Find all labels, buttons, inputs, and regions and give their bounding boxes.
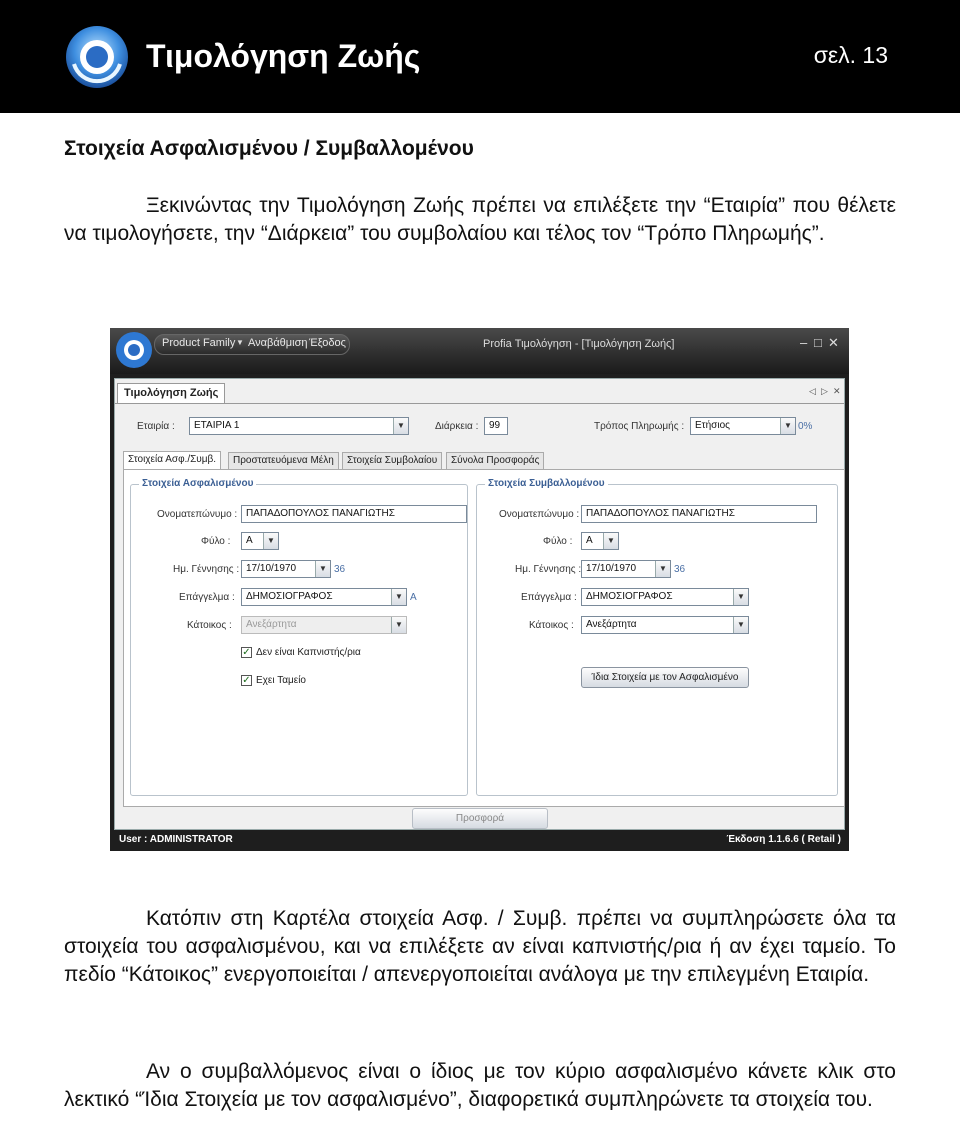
insured-gender-select[interactable] <box>241 532 279 550</box>
insured-job-class: Α <box>410 592 417 603</box>
tab-next-icon[interactable]: ▷ <box>821 386 828 396</box>
company-select[interactable] <box>189 417 409 435</box>
menu-product-family[interactable]: Product Family <box>162 337 236 349</box>
company-label: Εταιρία : <box>137 421 175 432</box>
same-as-insured-button[interactable]: Ίδια Στοιχεία με τον Ασφαλισμένο <box>581 667 749 688</box>
offer-button[interactable]: Προσφορά <box>412 808 548 829</box>
maximize-icon[interactable]: □ <box>814 335 822 350</box>
insured-job-value: ΔΗΜΟΣΙΟΓΡΑΦΟΣ <box>246 591 333 602</box>
app-orb-icon[interactable] <box>114 330 154 370</box>
close-icon[interactable]: ✕ <box>828 335 839 350</box>
blue-ring-logo-icon <box>64 24 130 90</box>
duration-input[interactable]: 99 <box>484 417 508 435</box>
tab-close-icon[interactable]: ✕ <box>833 386 841 396</box>
chevron-down-icon: ▼ <box>733 589 748 605</box>
insured-name-label: Ονοματεπώνυμο : <box>157 509 238 520</box>
payment-percent: 0% <box>798 421 813 432</box>
minimize-icon[interactable]: – <box>800 335 808 350</box>
chevron-down-icon: ▼ <box>733 617 748 633</box>
intro-paragraph <box>64 192 896 248</box>
smoker-checkbox-label[interactable]: Δεν είναι Καπνιστής/ρια <box>256 647 361 658</box>
contractor-job-value: ΔΗΜΟΣΙΟΓΡΑΦΟΣ <box>586 591 673 602</box>
chevron-down-icon: ▼ <box>391 617 406 633</box>
insured-name-input[interactable]: ΠΑΠΑΔΟΠΟΥΛΟΣ ΠΑΝΑΓΙΩΤΗΣ <box>241 505 467 523</box>
payment-value: Ετήσιος <box>695 420 730 431</box>
fund-checkbox-label[interactable]: Εχει Ταμείο <box>256 675 306 686</box>
tab-prev-icon[interactable]: ◁ <box>809 386 816 396</box>
insured-resident-label: Κάτοικος : <box>187 620 232 631</box>
tab-strip-divider <box>115 403 844 404</box>
insured-gender-label: Φύλο : <box>201 536 231 547</box>
contractor-group <box>476 478 838 796</box>
tab-insured-contractor[interactable]: Στοιχεία Ασφ./Συμβ. <box>123 451 221 470</box>
insured-dob-label: Ημ. Γέννησης : <box>173 564 240 575</box>
contractor-resident-value: Ανεξάρτητα <box>586 619 637 630</box>
contractor-dob-label: Ημ. Γέννησης : <box>515 564 582 575</box>
contractor-gender-value: Α <box>586 535 593 546</box>
menu-exit[interactable]: Έξοδος <box>309 337 346 349</box>
company-value: ΕΤΑΙΡΙΑ 1 <box>194 420 240 431</box>
insured-gender-value: Α <box>246 535 253 546</box>
chevron-down-icon: ▼ <box>263 533 278 549</box>
contractor-name-label: Ονοματεπώνυμο : <box>499 509 580 520</box>
insured-dob-picker[interactable] <box>241 560 331 578</box>
tab-instructions-text: Κατόπιν στη Καρτέλα στοιχεία Ασφ. / Συμβ. πρέπει να συμπληρώσετε όλα τα στοιχεία του ασφαλισμένου, και να επιλέξετε αν είναι καπνιστής/ρια ή αν έχει ταμείο. Το πεδίο “Κάτοικος” ενεργοποιείται / απενεργοποιείται ανάλογα με την επιλεγμένη Εταιρία. <box>64 907 896 986</box>
app-screenshot <box>110 328 849 851</box>
tab-contract-details[interactable]: Στοιχεία Συμβολαίου <box>342 452 442 470</box>
menu-update[interactable]: Αναβάθμιση <box>248 337 308 349</box>
contractor-name-input[interactable]: ΠΑΠΑΔΟΠΟΥΛΟΣ ΠΑΝΑΓΙΩΤΗΣ <box>581 505 817 523</box>
contractor-dob-picker[interactable] <box>581 560 671 578</box>
insured-resident-select[interactable] <box>241 616 407 634</box>
page-header <box>0 0 960 113</box>
insured-dob-value: 17/10/1970 <box>246 563 297 574</box>
insured-tab-panel <box>123 469 845 807</box>
fund-checkbox[interactable]: ✓ <box>242 675 251 686</box>
insured-group <box>130 478 468 796</box>
chevron-down-icon: ▼ <box>603 533 618 549</box>
chevron-down-icon: ▼ <box>655 561 670 577</box>
chevron-down-icon: ▼ <box>393 418 408 434</box>
duration-label: Διάρκεια : <box>435 421 479 432</box>
insured-group-title: Στοιχεία Ασφαλισμένου <box>139 478 256 489</box>
smoker-checkbox[interactable]: ✓ <box>242 647 251 658</box>
tab-instructions-paragraph <box>64 905 896 989</box>
contractor-job-label: Επάγγελμα : <box>521 592 577 603</box>
payment-label: Τρόπος Πληρωμής : <box>594 421 685 432</box>
contractor-resident-label: Κάτοικος : <box>529 620 574 631</box>
contractor-job-select[interactable] <box>581 588 749 606</box>
payment-select[interactable] <box>690 417 796 435</box>
contractor-age: 36 <box>674 564 686 575</box>
status-version: Έκδοση 1.1.6.6 ( Retail ) <box>726 834 841 845</box>
contractor-gender-select[interactable] <box>581 532 619 550</box>
chevron-down-icon: ▼ <box>236 338 244 347</box>
insured-age: 36 <box>334 564 346 575</box>
chevron-down-icon: ▼ <box>391 589 406 605</box>
page-title: Τιμολόγηση Ζωής <box>146 38 421 74</box>
contractor-gender-label: Φύλο : <box>543 536 573 547</box>
contractor-dob-value: 17/10/1970 <box>586 563 637 574</box>
chevron-down-icon: ▼ <box>780 418 795 434</box>
tab-offer-totals[interactable]: Σύνολα Προσφοράς <box>446 452 544 470</box>
document-area <box>114 378 845 830</box>
same-details-text: Αν ο συμβαλλόμενος είναι ο ίδιος με τον κύριο ασφαλισμένο κάνετε κλικ στο λεκτικό “Ίδια Στοιχεία με τον ασφαλισμένο”, διαφορετικά συμπληρώνετε τα στοιχεία του. <box>64 1060 896 1111</box>
chevron-down-icon: ▼ <box>315 561 330 577</box>
tab-protected-members[interactable]: Προστατευόμενα Μέλη <box>228 452 339 470</box>
same-details-paragraph <box>64 1058 896 1114</box>
insured-job-label: Επάγγελμα : <box>179 592 235 603</box>
page-number: σελ. 13 <box>813 42 888 68</box>
insured-resident-value: Ανεξάρτητα <box>246 619 297 630</box>
tab-life-pricing[interactable]: Τιμολόγηση Ζωής <box>117 383 225 403</box>
insured-job-select[interactable] <box>241 588 407 606</box>
status-user: User : ADMINISTRATOR <box>119 834 233 845</box>
intro-paragraph-text: Ξεκινώντας την Τιμολόγηση Ζωής πρέπει να επιλέξετε την “Εταιρία” που θέλετε να τιμολογήσετε, την “Διάρκεια” του συμβολαίου και τέλος τον “Τρόπο Πληρωμής”. <box>64 194 896 245</box>
contractor-group-title: Στοιχεία Συμβαλλομένου <box>485 478 608 489</box>
app-window-title: Profia Τιμολόγηση - [Τιμολόγηση Ζωής] <box>483 338 675 350</box>
contractor-resident-select[interactable] <box>581 616 749 634</box>
section-title: Στοιχεία Ασφαλισμένου / Συμβαλλομένου <box>64 137 474 160</box>
